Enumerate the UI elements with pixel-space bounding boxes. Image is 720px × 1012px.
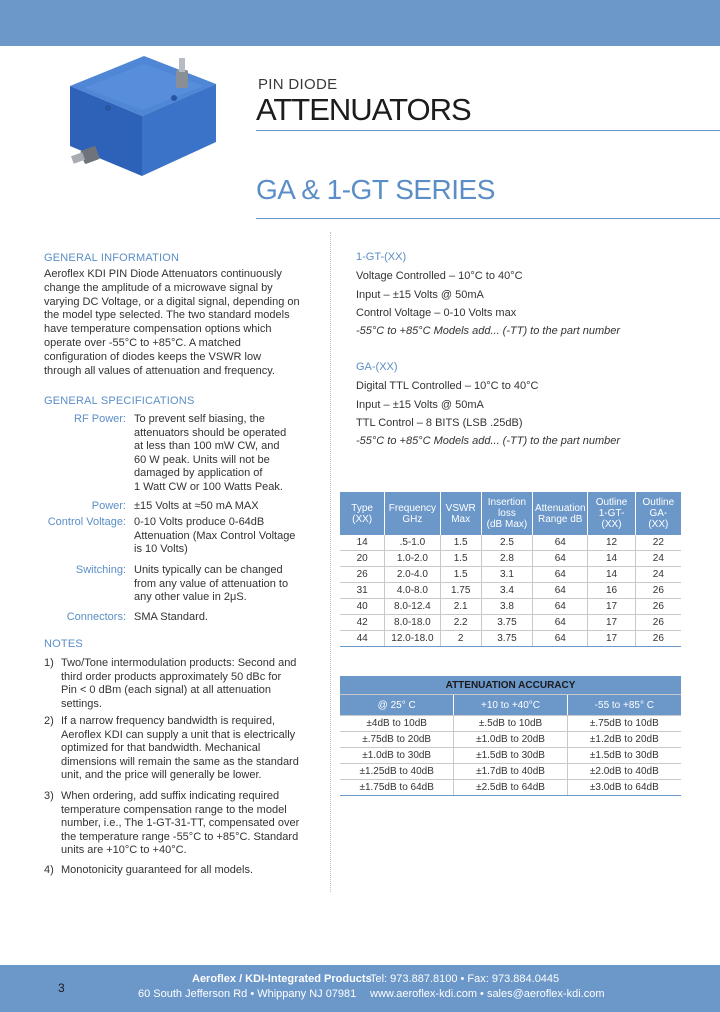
table-row <box>340 780 681 796</box>
footer-banner <box>0 965 720 1012</box>
table-cell: 26 <box>635 615 681 631</box>
ga-heading: GA-(XX) <box>356 361 398 373</box>
note-text <box>61 657 301 711</box>
note-number: 4) <box>44 864 54 876</box>
table-cell: 22 <box>635 535 681 551</box>
table-cell: ±4dB to 10dB <box>340 716 454 732</box>
spec-line: 60 W peak. Units will not be <box>134 453 270 466</box>
spec-line: 1 Watt CW or 100 Watts Peak. <box>134 480 283 493</box>
header-line: (XX) <box>601 519 622 530</box>
table-cell: ±.75dB to 10dB <box>567 716 681 732</box>
spec-label-power: Power: <box>91 500 126 512</box>
model-spec-table <box>340 492 681 647</box>
note-line: Pin < 0 dBm (each signal) at all attenuation <box>61 684 272 697</box>
table-cell: 40 <box>340 599 385 615</box>
attenuation-accuracy-table <box>340 676 681 796</box>
header-line: Max <box>451 513 471 525</box>
header-line: Frequency <box>388 502 437 514</box>
ga-note: -55°C to +85°C Models add... (-TT) to the part number <box>356 435 621 447</box>
table-cell: ±.75dB to 20dB <box>340 732 454 748</box>
spec-label-connectors: Connectors: <box>66 611 126 623</box>
table-row <box>340 764 681 780</box>
table-row <box>340 732 681 748</box>
table-cell: 3.1 <box>481 567 532 583</box>
accuracy-table-title: ATTENUATION ACCURACY <box>340 676 681 695</box>
table-cell: 64 <box>533 631 588 647</box>
table-cell: .5-1.0 <box>385 535 440 551</box>
spec-text-switching <box>134 564 294 605</box>
specs-heading: GENERAL SPECIFICATIONS <box>44 395 195 407</box>
table-row <box>340 631 681 647</box>
table-cell: 64 <box>533 567 588 583</box>
page-title: ATTENUATORS <box>256 92 471 127</box>
header-line: Range dB <box>538 513 583 525</box>
footer-address: 60 South Jefferson Rd • Whippany NJ 07981 <box>138 988 357 1000</box>
notes-heading: NOTES <box>44 638 83 650</box>
note-line: Two/Tone intermodulation products: Second and <box>61 657 297 669</box>
general-info-line: through all values of attenuation and frequency. <box>44 364 275 377</box>
table-cell: 26 <box>340 567 385 583</box>
page-subtitle: PIN DIODE <box>258 76 338 93</box>
note-text <box>61 715 301 783</box>
note-line: dimensions will remain the same as the standard <box>61 755 299 768</box>
spec-text-power <box>134 500 294 514</box>
series-title: GA & 1-GT SERIES <box>256 174 495 205</box>
note-line: the temperature range -55°C to +85°C. Standard <box>61 830 299 843</box>
table-cell: 17 <box>588 599 635 615</box>
column-divider <box>330 232 331 892</box>
spec-line: any other value in 2μS. <box>134 591 247 604</box>
table-cell: ±1.0dB to 30dB <box>340 748 454 764</box>
note-number: 3) <box>44 790 54 802</box>
general-info-line: varying DC Voltage, or a digital signal, depending on <box>44 295 300 308</box>
header-line: (XX) <box>648 519 669 530</box>
spec-line: 0-10 Volts produce 0-64dB <box>134 516 265 528</box>
spec-line: Attenuation (Max Control Voltage <box>134 529 296 542</box>
general-info-line: the model type selected. The two standard models <box>44 309 290 322</box>
spec-line: ±15 Volts at ≈50 mA MAX <box>134 500 259 512</box>
note-line: optimized for that bandwidth. Mechanical <box>61 742 261 755</box>
col-header-10-40c: +10 to +40°C <box>454 695 567 716</box>
table-cell: ±1.5dB to 30dB <box>454 748 567 764</box>
table-cell: 2 <box>440 631 481 647</box>
note-line: settings. <box>61 697 102 710</box>
table-row <box>340 615 681 631</box>
note-line: unit, and the price will generally be lower. <box>61 769 262 782</box>
table-cell: 17 <box>588 615 635 631</box>
footer-phone[interactable]: Tel: 973.887.8100 • Fax: 973.884.0445 <box>370 973 560 985</box>
header-line: Type <box>351 502 373 514</box>
model-spec-table-body <box>340 535 681 647</box>
table-cell: 20 <box>340 551 385 567</box>
table-cell: ±1.0dB to 20dB <box>454 732 567 748</box>
table-cell: ±1.25dB to 40dB <box>340 764 454 780</box>
table-cell: 2.2 <box>440 615 481 631</box>
table-row <box>340 583 681 599</box>
table-cell: 26 <box>635 583 681 599</box>
footer-company: Aeroflex / KDI-Integrated Products <box>192 973 372 985</box>
note-number: 2) <box>44 715 54 727</box>
col-header-outline-gt <box>588 492 635 535</box>
series-rule <box>256 218 720 219</box>
table-cell: 64 <box>533 583 588 599</box>
general-info-line: operate over -55°C to +85°C. A matched <box>44 336 241 349</box>
note-line: units are +10°C to +40°C. <box>61 844 187 857</box>
spec-line: Units typically can be changed <box>134 564 283 576</box>
general-info-line: configuration of diodes keeps the VSWR low <box>44 350 262 363</box>
note-line: number, i.e., The 1-GT-31-TT, compensated over <box>61 817 300 830</box>
table-cell: 17 <box>588 631 635 647</box>
gt-line: Control Voltage – 0-10 Volts max <box>356 307 517 319</box>
table-row <box>340 748 681 764</box>
ga-line: TTL Control – 8 BITS (LSB .25dB) <box>356 417 523 429</box>
col-header-insertion-loss <box>481 492 532 535</box>
spec-label-rf-power: RF Power: <box>74 413 126 425</box>
general-info-line: change the amplitude of a microwave signal by <box>44 281 273 294</box>
table-cell: 1.5 <box>440 551 481 567</box>
header-line: GA- <box>649 508 668 519</box>
table-cell: 3.75 <box>481 615 532 631</box>
footer-web[interactable]: www.aeroflex-kdi.com • sales@aeroflex-kdi.com <box>370 988 605 1000</box>
table-header-row <box>340 492 681 535</box>
table-cell: 4.0-8.0 <box>385 583 440 599</box>
general-info-text <box>44 268 304 378</box>
note-number: 1) <box>44 657 54 669</box>
table-cell: 64 <box>533 535 588 551</box>
table-cell: 31 <box>340 583 385 599</box>
table-cell: 1.75 <box>440 583 481 599</box>
title-rule <box>256 130 720 131</box>
note-text <box>61 864 301 878</box>
table-row <box>340 716 681 732</box>
table-cell: 24 <box>635 567 681 583</box>
table-cell: 2.5 <box>481 535 532 551</box>
col-header-frequency <box>385 492 440 535</box>
spec-line: To prevent self biasing, the <box>134 413 265 425</box>
header-line: VSWR <box>445 502 476 514</box>
general-info-heading: GENERAL INFORMATION <box>44 252 180 264</box>
gt-note: -55°C to +85°C Models add... (-TT) to the part number <box>356 325 621 337</box>
table-cell: 44 <box>340 631 385 647</box>
table-cell: 16 <box>588 583 635 599</box>
table-row <box>340 535 681 551</box>
header-line: GHz <box>402 513 423 525</box>
table-cell: 64 <box>533 551 588 567</box>
table-cell: ±2.0dB to 40dB <box>567 764 681 780</box>
table-cell: 8.0-12.4 <box>385 599 440 615</box>
table-row <box>340 551 681 567</box>
spec-line: attenuators should be operated <box>134 426 287 439</box>
header-line: Attenuation <box>534 502 586 514</box>
table-cell: ±1.7dB to 40dB <box>454 764 567 780</box>
note-text <box>61 790 301 858</box>
note-line: When ordering, add suffix indicating required <box>61 790 280 802</box>
table-cell: 1.5 <box>440 567 481 583</box>
table-cell: ±1.5dB to 30dB <box>567 748 681 764</box>
header-line: Outline <box>642 497 675 508</box>
gt-line: Voltage Controlled – 10°C to 40°C <box>356 270 523 282</box>
spec-line: at less than 100 mW CW, and <box>134 440 280 453</box>
table-cell: 26 <box>635 631 681 647</box>
spec-line: damaged by application of <box>134 467 263 480</box>
table-cell: 14 <box>340 535 385 551</box>
table-caption-row <box>340 676 681 695</box>
table-cell: 12 <box>588 535 635 551</box>
spec-label-switching: Switching: <box>75 564 126 576</box>
table-cell: 1.5 <box>440 535 481 551</box>
table-cell: 3.75 <box>481 631 532 647</box>
table-header-row <box>340 695 681 716</box>
spec-line: is 10 Volts) <box>134 543 188 556</box>
table-row <box>340 567 681 583</box>
page-number: 3 <box>58 981 65 995</box>
note-line: third order products approximately 50 dBc for <box>61 670 282 683</box>
table-cell: 14 <box>588 567 635 583</box>
accuracy-table-body <box>340 676 681 796</box>
col-header-outline-ga <box>635 492 681 535</box>
table-cell: 26 <box>635 599 681 615</box>
note-line: temperature compensation range to the model <box>61 803 287 816</box>
table-cell: 24 <box>635 551 681 567</box>
header-line: (dB Max) <box>486 519 528 530</box>
general-info-line: have temperature compensation options which <box>44 323 272 336</box>
header-line: Insertion <box>487 497 527 508</box>
table-cell: 1.0-2.0 <box>385 551 440 567</box>
ga-line: Digital TTL Controlled – 10°C to 40°C <box>356 380 539 392</box>
spec-text-rf-power <box>134 413 294 495</box>
header-line: loss <box>498 508 516 519</box>
spec-line: SMA Standard. <box>134 611 208 623</box>
top-banner <box>0 0 720 46</box>
ga-line: Input – ±15 Volts @ 50mA <box>356 399 484 411</box>
col-header-attenuation <box>533 492 588 535</box>
spec-line: from any value of attenuation to <box>134 577 289 590</box>
table-cell: 8.0-18.0 <box>385 615 440 631</box>
spec-text-connectors <box>134 611 294 625</box>
gt-line: Input – ±15 Volts @ 50mA <box>356 289 484 301</box>
table-cell: ±3.0dB to 64dB <box>567 780 681 796</box>
table-cell: ±1.2dB to 20dB <box>567 732 681 748</box>
table-cell: ±2.5dB to 64dB <box>454 780 567 796</box>
header-line: (XX) <box>352 513 373 525</box>
general-info-line: Aeroflex KDI PIN Diode Attenuators continuously <box>44 268 282 280</box>
table-cell: 2.0-4.0 <box>385 567 440 583</box>
col-header-vswr <box>440 492 481 535</box>
header-line: 1-GT- <box>598 508 625 519</box>
table-cell: 3.4 <box>481 583 532 599</box>
attenuator-product-image <box>56 50 230 190</box>
header-line: Outline <box>595 497 628 508</box>
spec-label-control-voltage: Control Voltage: <box>47 516 126 528</box>
table-cell: 64 <box>533 599 588 615</box>
note-line: Monotonicity guaranteed for all models. <box>61 864 253 876</box>
col-header-type <box>340 492 385 535</box>
table-cell: 12.0-18.0 <box>385 631 440 647</box>
table-cell: 14 <box>588 551 635 567</box>
col-header-25c: @ 25° C <box>340 695 454 716</box>
spec-text-control-voltage <box>134 516 304 557</box>
table-cell: 2.1 <box>440 599 481 615</box>
note-line: Aeroflex KDI can supply a unit that is electrically <box>61 728 296 741</box>
note-line: If a narrow frequency bandwidth is required, <box>61 715 276 727</box>
col-header-55-85c: -55 to +85° C <box>567 695 681 716</box>
table-cell: ±1.75dB to 64dB <box>340 780 454 796</box>
table-cell: 42 <box>340 615 385 631</box>
table-cell: ±.5dB to 10dB <box>454 716 567 732</box>
table-row <box>340 599 681 615</box>
table-cell: 2.8 <box>481 551 532 567</box>
table-cell: 64 <box>533 615 588 631</box>
gt-heading: 1-GT-(XX) <box>356 251 407 263</box>
table-cell: 3.8 <box>481 599 532 615</box>
